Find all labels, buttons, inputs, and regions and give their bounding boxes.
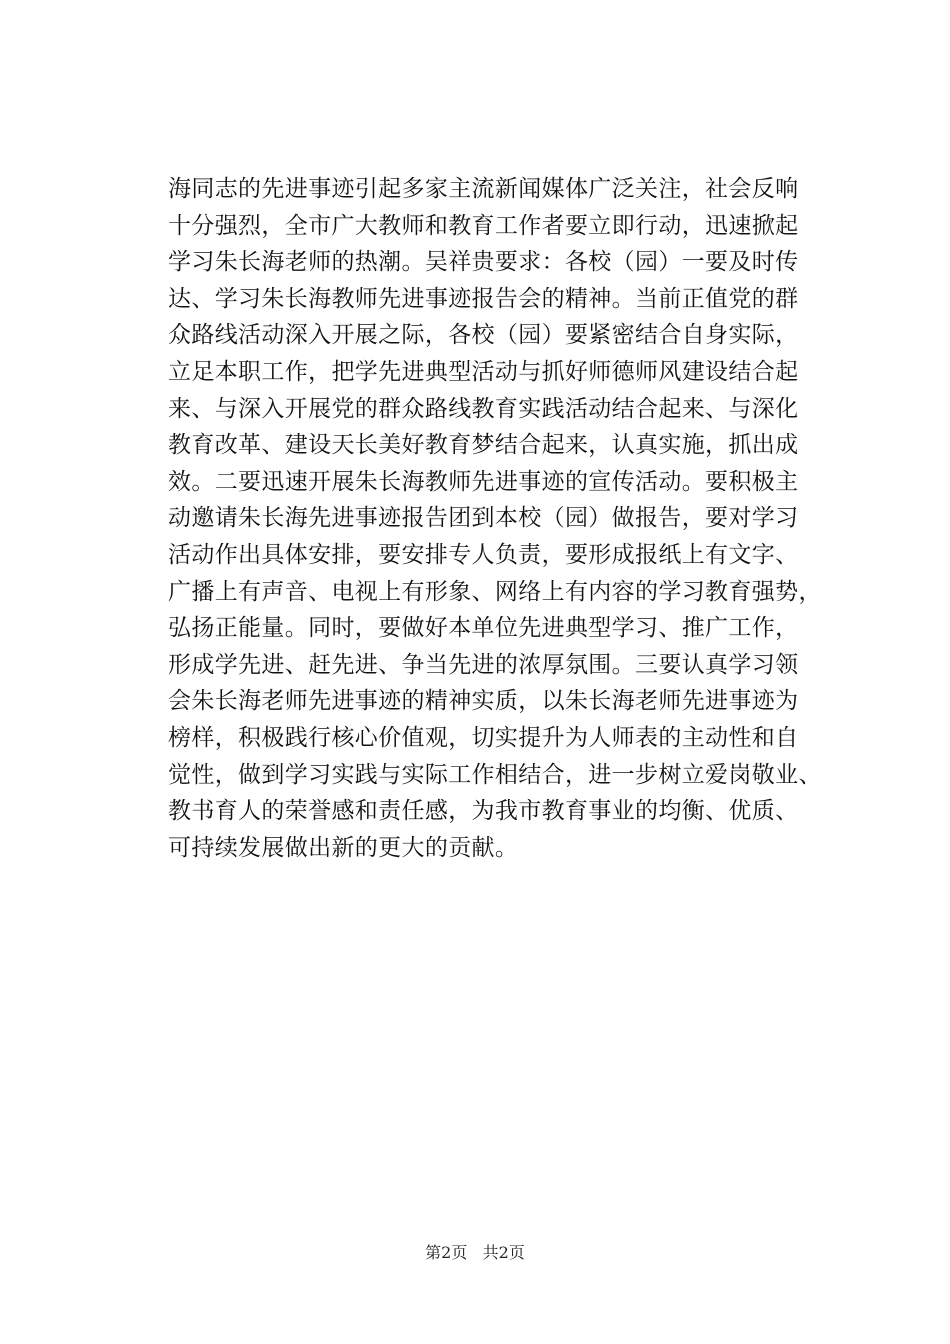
text-line: 十分强烈，全市广大教师和教育工作者要立即行动，迅速掀起 (168, 212, 799, 239)
text-line: 弘扬正能量。同时，要做好本单位先进典型学习、推广工作， (168, 615, 799, 642)
text-line: 效。二要迅速开展朱长海教师先进事迹的宣传活动。要积极主 (168, 468, 799, 495)
text-line: 海同志的先进事迹引起多家主流新闻媒体广泛关注，社会反响 (168, 176, 799, 202)
text-line: 达、学习朱长海教师先进事迹报告会的精神。当前正值党的群 (168, 285, 799, 312)
text-line: 立足本职工作，把学先进典型活动与抓好师德师风建设结合起 (168, 358, 799, 385)
text-line: 教书育人的荣誉感和责任感，为我市教育事业的均衡、优质、 (168, 798, 799, 825)
text-line: 榜样，积极践行核心价值观，切实提升为人师表的主动性和自 (168, 724, 799, 751)
page-number: 第2页 (425, 1243, 468, 1262)
text-line: 可持续发展做出新的更大的贡献。 (168, 834, 519, 861)
text-line: 教育改革、建设天长美好教育梦结合起来，认真实施，抓出成 (168, 432, 799, 459)
text-line: 学习朱长海老师的热潮。吴祥贵要求：各校（园）一要及时传 (168, 249, 799, 276)
page-total: 共2页 (482, 1243, 525, 1262)
text-line: 来、与深入开展党的群众路线教育实践活动结合起来、与深化 (168, 395, 799, 422)
page-separator (472, 1243, 477, 1262)
text-line: 动邀请朱长海先进事迹报告团到本校（园）做报告，要对学习 (168, 505, 799, 532)
text-line: 活动作出具体安排，要安排专人负责，要形成报纸上有文字、 (168, 541, 799, 568)
text-line: 众路线活动深入开展之际，各校（园）要紧密结合自身实际， (168, 322, 799, 349)
text-line: 形成学先进、赶先进、争当先进的浓厚氛围。三要认真学习领 (168, 651, 799, 678)
page-footer (0, 1242, 950, 1264)
text-line: 广播上有声音、电视上有形象、网络上有内容的学习教育强势， (168, 578, 822, 605)
text-line: 会朱长海老师先进事迹的精神实质，以朱长海老师先进事迹为 (168, 688, 799, 715)
body-paragraph (168, 171, 868, 866)
text-line: 觉性，做到学习实践与实际工作相结合，进一步树立爱岗敬业、 (168, 761, 822, 788)
